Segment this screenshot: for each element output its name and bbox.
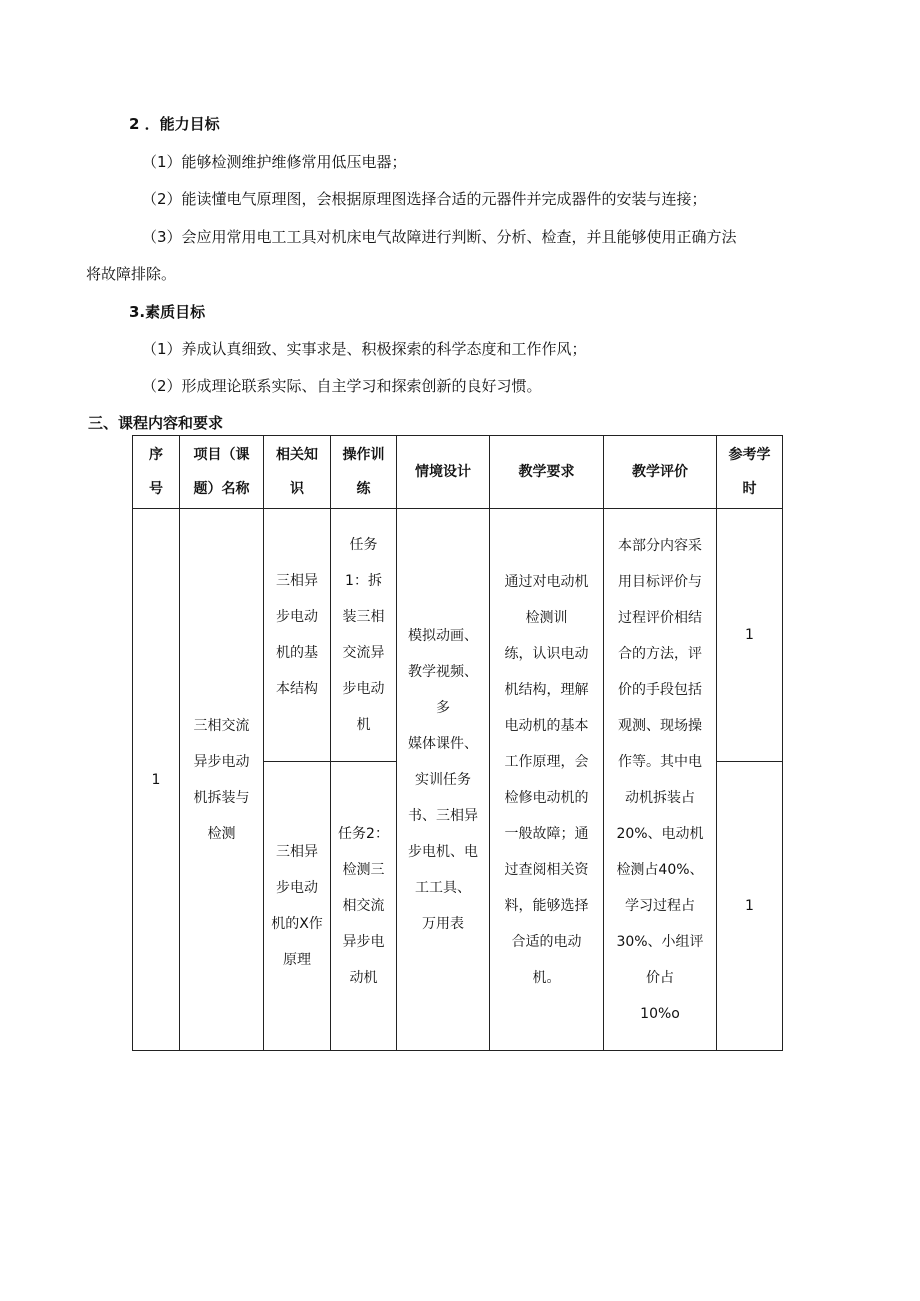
header-hours: 参考学 时	[717, 436, 783, 509]
ability-item-3: （3）会应用常用电工工具对机床电气故障进行判断、分析、检查，并且能够使用正确方法	[142, 228, 737, 246]
cell-scenario: 模拟动画、 教学视频、 多 媒体课件、 实训任务 书、三相异 步电机、电 工工具、 万用表	[397, 509, 490, 1051]
header-seq: 序 号	[133, 436, 180, 509]
cell-hours-1: 1	[717, 509, 783, 762]
quality-item-1: （1）养成认真细致、实事求是、积极探索的科学态度和工作作风；	[142, 340, 587, 358]
cell-knowledge-2: 三相异 步电动 机的X作 原理	[264, 762, 331, 1051]
cell-evaluation: 本部分内容采 用目标评价与 过程评价相结 合的方法，评 价的手段包括 观测、现场操 作等。其中电 动机拆装占 20%、电动机 检测占40%、 学习过程占 30%、小组评 价占 10%o	[604, 509, 717, 1051]
quality-item-2: （2）形成理论联系实际、自主学习和探索创新的良好习惯。	[142, 377, 542, 395]
cell-knowledge-1: 三相异 步电动 机的基 本结构	[264, 509, 331, 762]
quality-heading: 3.素质目标	[129, 303, 206, 321]
course-content-table	[132, 435, 783, 1051]
ability-heading: 2 ．能力目标	[129, 115, 220, 133]
cell-seq: 1	[133, 509, 180, 1051]
section-heading: 三、课程内容和要求	[88, 414, 224, 432]
header-scenario: 情境设计	[397, 436, 490, 509]
cell-requirement: 通过对电动机 检测训 练，认识电动 机结构，理解 电动机的基本 工作原理，会 检修电动机的 一般故障；通 过查阅相关资 料，能够选择 合适的电动 机。	[490, 509, 604, 1051]
header-training: 操作训 练	[331, 436, 397, 509]
cell-training-2: 任务2： 检测三 相交流 异步电 动机	[331, 762, 397, 1051]
table-row	[133, 509, 783, 762]
ability-item-2: （2）能读懂电气原理图，会根据原理图选择合适的元器件并完成器件的安装与连接；	[142, 190, 707, 208]
ability-item-3-continued: 将故障排除。	[86, 265, 177, 283]
cell-project: 三相交流 异步电动 机拆装与 检测	[180, 509, 264, 1051]
ability-item-1: （1）能够检测维护维修常用低压电器；	[142, 153, 407, 171]
header-requirement: 教学要求	[490, 436, 604, 509]
header-knowledge: 相关知 识	[264, 436, 331, 509]
cell-hours-2: 1	[717, 762, 783, 1051]
table-header-row	[133, 436, 783, 509]
header-project: 项目（课 题）名称	[180, 436, 264, 509]
header-evaluation: 教学评价	[604, 436, 717, 509]
cell-training-1: 任务 1：拆 装三相 交流异 步电动 机	[331, 509, 397, 762]
